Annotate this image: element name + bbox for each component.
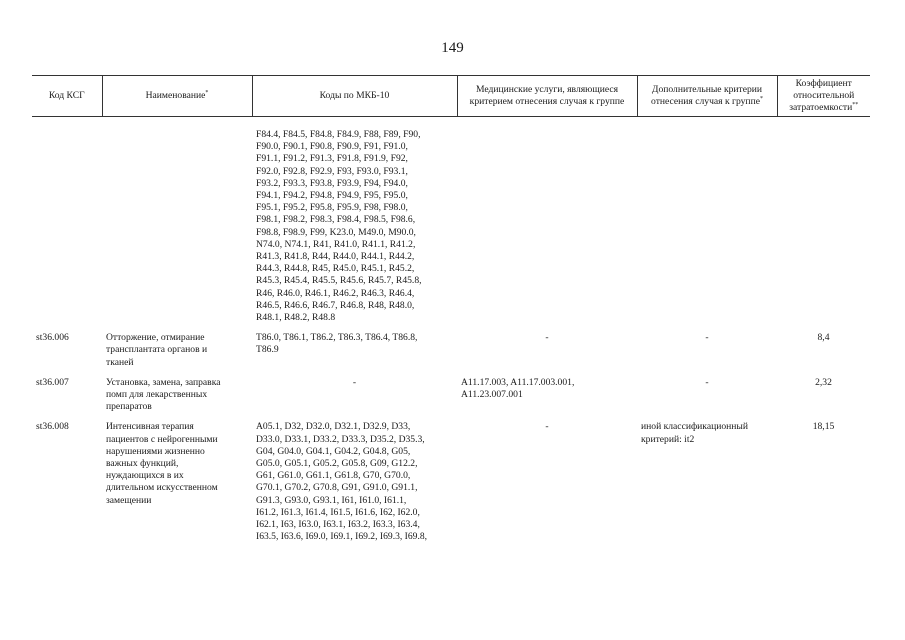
- table-row: [32, 377, 870, 422]
- cell-name: Отторжение, отмирание трансплантата органов и тканей: [106, 332, 208, 368]
- cell-criteria: иной классификационный критерий: it2: [641, 421, 748, 445]
- cell-services: -: [545, 332, 549, 344]
- cell-criteria: -: [705, 332, 709, 344]
- cell-services: [457, 117, 637, 333]
- cell-coef: 18,15: [812, 421, 835, 433]
- cell-services: -: [545, 421, 549, 433]
- cell-code: st36.006: [36, 332, 69, 344]
- header-criteria: Дополнительные критерии отнесения случая к группе*: [637, 76, 777, 117]
- cell-criteria: -: [705, 376, 709, 388]
- cell-services: A11.17.003, A11.17.003.001, A11.23.007.001: [461, 376, 575, 401]
- cell-criteria: [637, 117, 777, 333]
- cell-mkb: A05.1, D32, D32.0, D32.1, D32.9, D33, D33.0, D33.1, D33.2, D33.3, D35.2, D35.3, G04, G04.0, G04.1, G04.2, G04.8, G05, G05.0, G05.1, G05.2, G05.8, G09, G12.2, G61, G61.0, G61.1, G61.8, G70, G70.0, G70.1, G70.2, G70.8, G91, G91.0, G91.1, G91.3, G93.0, G93.1, I61, I61.0, I61.1, I61.2, I61.3, I61.4, I61.5, I61.6, I62, I62.0, I62.1, I63, I63.0, I63.1, I63.2, I63.3, I63.4, I63.5, I63.6, I69.0, I69.1, I69.2, I69.3, I69.8,: [256, 421, 428, 543]
- cell-coef: 8,4: [817, 332, 830, 344]
- cell-name: Интенсивная терапия пациентов с нейрогенными нарушениями жизненно важных функций, нуждающихся в их длительном искусственном замещении: [106, 421, 218, 506]
- cell-coef: [777, 117, 870, 333]
- cell-coef: 2,32: [815, 376, 832, 388]
- cell-mkb: F84.4, F84.5, F84.8, F84.9, F88, F89, F90, F90.0, F90.1, F90.8, F90.9, F91, F91.0, F91.1, F91.2, F91.3, F91.8, F91.9, F92, F92.0, F92.8, F92.9, F93, F93.0, F93.1, F93.2, F93.3, F93.8, F93.9, F94, F94.0, F94.1, F94.2, F94.8, F94.9, F95, F95.0, F95.1, F95.2, F95.8, F95.9, F98, F98.0, F98.1, F98.2, F98.3, F98.4, F98.5, F98.6, F98.8, F98.9, F99, K23.0, M49.0, M90.0, N74.0, N74.1, R41, R41.0, R41.1, R41.2, R41.3, R41.8, R44, R44.0, R44.1, R44.2, R44.3, R44.8, R45, R45.0, R45.1, R45.2, R45.3, R45.4, R45.5, R45.6, R45.7, R45.8, R46, R46.0, R46.1, R46.2, R46.3, R46.4, R46.5, R46.6, R46.7, R46.8, R48, R48.0, R48.1, R48.2, R48.8: [256, 129, 422, 324]
- header-coef: Коэффициент относительной затратоемкости**: [777, 76, 870, 117]
- table-row: [32, 421, 870, 551]
- cell-mkb: -: [352, 376, 357, 388]
- page-number: 149: [441, 40, 464, 56]
- header-code: Код КСГ: [32, 76, 102, 117]
- table-row: [32, 332, 870, 377]
- header-services: Медицинские услуги, являющиеся критерием отнесения случая к группе: [457, 76, 637, 117]
- cell-code: st36.008: [36, 421, 69, 433]
- header-mkb: Коды по МКБ-10: [252, 76, 457, 117]
- cell-code: st36.007: [36, 376, 69, 388]
- cell-mkb: T86.0, T86.1, T86.2, T86.3, T86.4, T86.8, T86.9: [256, 332, 418, 356]
- header-name: Наименование*: [102, 76, 252, 117]
- table-header-row: [32, 76, 870, 117]
- cell-code: [32, 117, 102, 333]
- cell-name: [102, 117, 252, 333]
- ksg-table: [32, 75, 870, 552]
- cell-name: Установка, замена, заправка помп для лекарственных препаратов: [106, 376, 221, 413]
- table-row: [32, 117, 870, 333]
